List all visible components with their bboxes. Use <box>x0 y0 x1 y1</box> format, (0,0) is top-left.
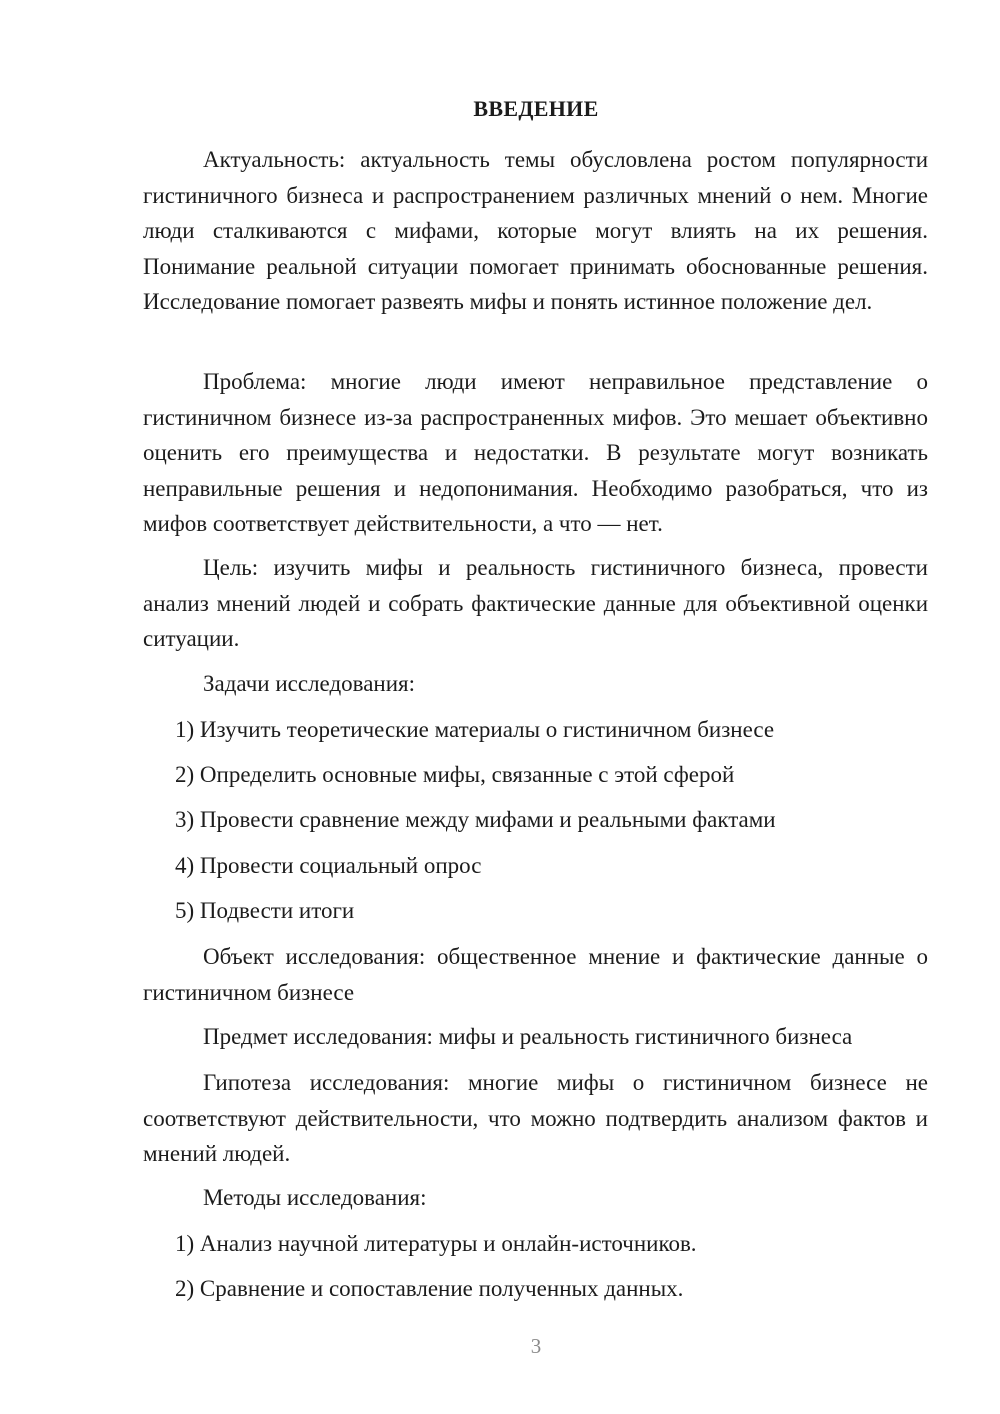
tasks-heading: Задачи исследования: <box>203 671 416 696</box>
task-item: 1) Изучить теоретические материалы о гистиничном бизнесе <box>175 717 775 742</box>
goal-paragraph: Цель: изучить мифы и реальность гистиничного бизнеса, провести анализ мнений людей и собрать фактические данные для объективной оценки ситуации. <box>143 555 928 651</box>
hypothesis-paragraph: Гипотеза исследования: многие мифы о гистиничном бизнесе не соответствуют действительности, что можно подтвердить анализом фактов и мнений людей. <box>143 1070 928 1166</box>
task-item: 3) Провести сравнение между мифами и реальными фактами <box>175 807 776 832</box>
task-item: 4) Провести социальный опрос <box>175 853 482 878</box>
task-item: 2) Определить основные мифы, связанные с этой сферой <box>175 762 735 787</box>
relevance-paragraph: Актуальность: актуальность темы обусловлена ростом популярности гистиничного бизнеса и распространением различных мнений о нем. Многие люди сталкиваются с мифами, которые могут влиять на их решения. Понимание реальной ситуации помогает принимать обоснованные решения. Исследование помогает развеять мифы и понять истинное положение дел. <box>143 147 928 314</box>
section-title: ВВЕДЕНИЕ <box>473 96 599 121</box>
page-number: 3 <box>530 1334 542 1358</box>
task-item: 5) Подвести итоги <box>175 898 355 923</box>
object-paragraph: Объект исследования: общественное мнение и фактические данные о гистиничном бизнесе <box>143 944 928 1005</box>
methods-heading: Методы исследования: <box>203 1185 427 1210</box>
subject-paragraph: Предмет исследования: мифы и реальность гистиничного бизнеса <box>203 1024 853 1049</box>
problem-paragraph: Проблема: многие люди имеют неправильное представление о гистиничном бизнесе из-за распространенных мифов. Это мешает объективно оценить его преимущества и недостатки. В результате могут возникать неправильные решения и недопонимания. Необходимо разобраться, что из мифов соответствует действительности, а что — нет. <box>143 369 928 536</box>
method-item: 2) Сравнение и сопоставление полученных данных. <box>175 1276 684 1301</box>
method-item: 1) Анализ научной литературы и онлайн-источников. <box>175 1231 697 1256</box>
